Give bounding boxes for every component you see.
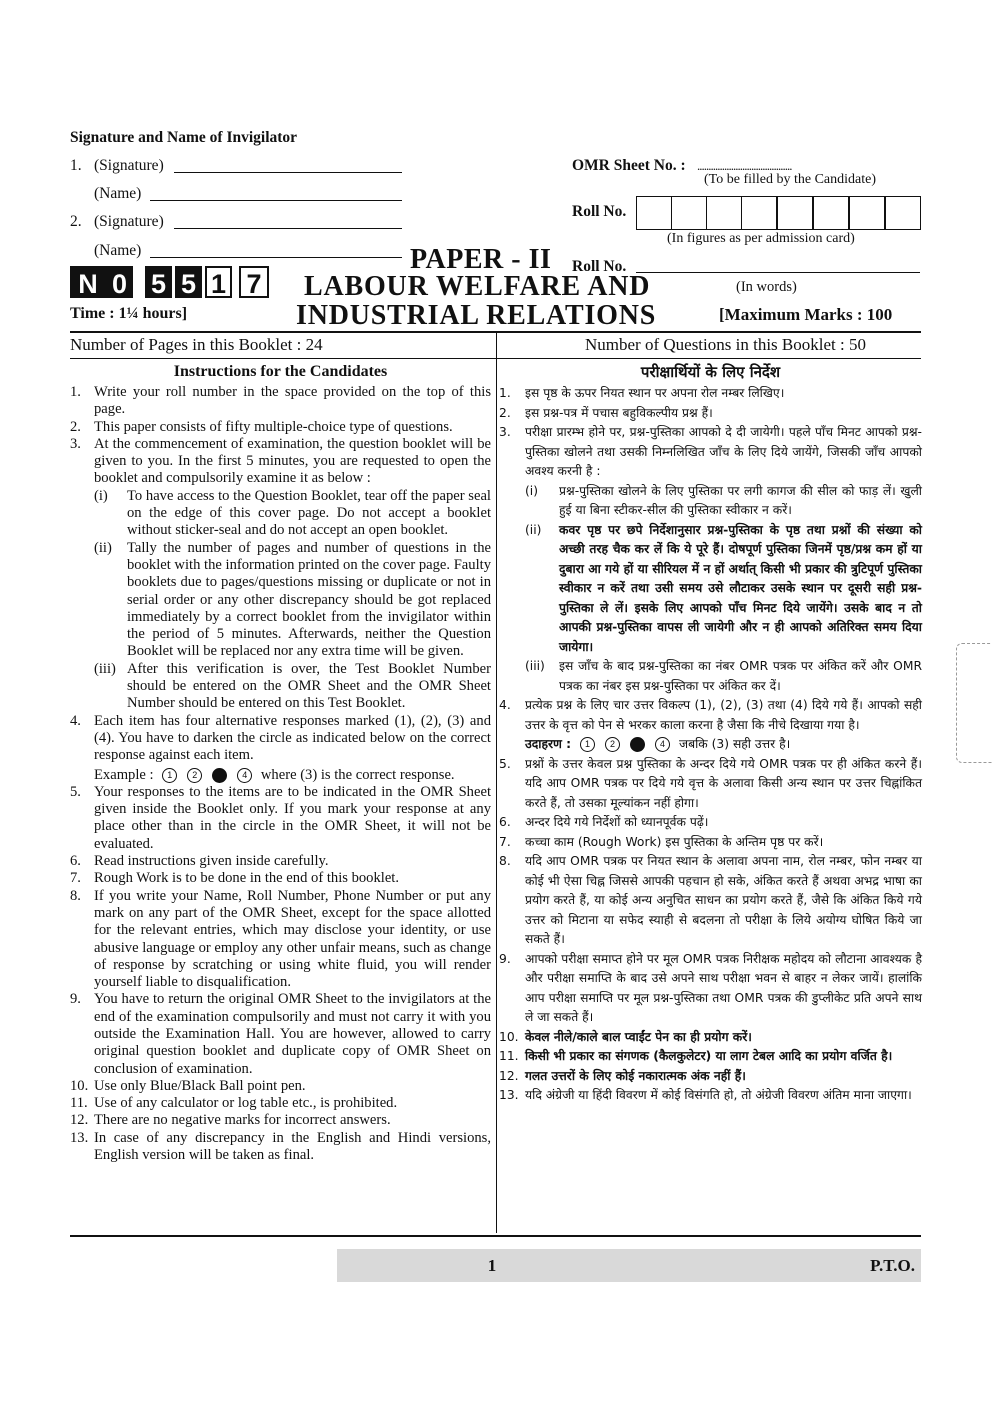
option-circle-filled-icon [212, 768, 227, 783]
instruction-item [499, 813, 922, 833]
option-circle-2-icon: 2 [605, 737, 620, 752]
roll-words-note: (In words) [736, 279, 797, 295]
roll-number-label: Roll No. [572, 203, 627, 220]
subitem-number: (ii) [525, 522, 542, 537]
instruction-item [70, 888, 491, 992]
instruction-subitem [525, 521, 922, 658]
item-number: 12. [499, 1068, 519, 1083]
instruction-text: Read instructions given inside carefully. [94, 853, 329, 870]
paper-title-line1: LABOUR WELFARE AND [304, 271, 651, 302]
instruction-text: यदि आप OMR पत्रक पर नियत स्थान के अलावा अपना नाम, रोल नम्बर, फोन नम्बर या कोई भी ऐसा चिह्न जिससे आपकी पहचान हो सके, अंकित करते हैं अथवा अभद्र भाषा का प्रयोग करते हैं, या कोई अन्य अनुचित साधन का प्रयोग करते हैं, जैसे कि अंकित किये गये उत्तर को मिटाना या सफेद स्याही से बदलना तो परीक्षा के लिये अयोग्य घोषित किये जा सकते हैं। [525, 854, 922, 946]
instruction-item [499, 833, 922, 853]
instruction-text: To have access to the Question Booklet, tear off the paper seal on the edge of this cover page. Do not accept a booklet without sticker-seal and do not accept an open booklet. [127, 487, 491, 539]
hindi-instructions [499, 362, 922, 1106]
item-number: 10. [499, 1029, 519, 1044]
item-number: 11. [70, 1095, 88, 1112]
example-note: where (3) is the correct response. [260, 766, 455, 783]
invigilator-1-signature-line[interactable] [174, 172, 402, 173]
page-number: 1 [487, 1256, 497, 1275]
example-line [499, 735, 922, 755]
item-number: 4. [70, 712, 81, 729]
instruction-text: किसी भी प्रकार का संगणक (कैलकुलेटर) या लाग टेबल आदि का प्रयोग वर्जित है। [525, 1049, 893, 1063]
instruction-item [70, 784, 491, 853]
instruction-item [70, 1078, 491, 1095]
instruction-text: At the commencement of examination, the question booklet will be given to you. In the first 5 minutes, you are requested to open the booklet and compulsorily examine it as below : [94, 435, 491, 487]
instruction-text: अन्दर दिये गये निर्देशों को ध्यानपूर्वक पढ़ें। [525, 815, 709, 829]
paper-code-char: N [70, 266, 106, 298]
roll-figures-note: (In figures as per admission card) [667, 231, 855, 246]
roll-digit-box[interactable] [741, 196, 777, 230]
maximum-marks: [Maximum Marks : 100 [719, 305, 893, 324]
roll-digit-box[interactable] [885, 196, 921, 230]
instruction-item [499, 423, 922, 482]
english-instructions-heading: Instructions for the Candidates [173, 363, 388, 380]
footer-band [337, 1249, 921, 1282]
item-number: 13. [499, 1088, 519, 1102]
item-number: 8. [499, 854, 511, 868]
instruction-item [70, 419, 491, 436]
instruction-text: गलत उत्तरों के लिए कोई नकारात्मक अंक नहीं हैं। [525, 1068, 746, 1083]
instruction-item [499, 755, 922, 814]
invigilator-2-name-line[interactable] [150, 257, 402, 258]
subitem-number: (iii) [525, 659, 545, 673]
instruction-text: Use only Blue/Black Ball point pen. [94, 1077, 306, 1094]
invigilator-2-signature-line[interactable] [174, 228, 402, 229]
scan-edge-mark [956, 643, 992, 763]
roll-digit-box[interactable] [777, 196, 813, 230]
invigilator-1-name-line[interactable] [150, 200, 402, 201]
paper-code-char: 0 [106, 266, 133, 298]
instruction-text: Your responses to the items are to be indicated in the OMR Sheet given inside the Booklet only. If you mark your response at any place other than in the circle in the OMR Sheet, it will not be evaluated. [94, 783, 491, 852]
item-number: 7. [499, 834, 511, 849]
instruction-item [70, 713, 491, 765]
footer-rule [70, 1235, 921, 1237]
invigilator-1-signature-label: (Signature) [94, 157, 164, 174]
roll-digit-box[interactable] [671, 196, 707, 230]
instruction-subitem [525, 657, 922, 696]
item-number: 5. [70, 783, 81, 800]
instruction-text: प्रत्येक प्रश्न के लिए चार उत्तर विकल्प (1), (2), (3) तथा (4) दिये गये हैं। आपको सही उत्तर के वृत्त को पेन से भरकर काला करना है जैसा कि नीचे दिखाया गया है। [525, 698, 922, 732]
item-number: 9. [70, 991, 81, 1008]
instruction-text: After this verification is over, the Test Booklet Number should be entered on the OMR Sheet and the OMR Sheet Number should be entered on this Test Booklet. [127, 660, 491, 712]
paper-number: PAPER - II [410, 244, 552, 275]
invigilator-2-number: 2. [70, 213, 82, 230]
option-circle-2-icon: 2 [187, 768, 202, 783]
paper-code-char: 1 [205, 266, 232, 298]
instruction-subitem [94, 488, 491, 540]
item-number: 5. [499, 756, 511, 771]
subitem-number: (i) [525, 483, 539, 498]
instruction-item [499, 950, 922, 1028]
instruction-text: परीक्षा प्रारम्भ होने पर, प्रश्न-पुस्तिका आपको दे दी जायेगी। पहले पाँच मिनट आपको प्रश्न-पुस्तिका खोलने तथा उसकी निम्नलिखित जाँच के लिए दिये जायेंगे, जिसकी जाँच आपको अवश्य करनी है : [525, 425, 922, 478]
instruction-item [70, 436, 491, 488]
item-number: 10. [70, 1077, 89, 1094]
instruction-subitem [525, 482, 922, 521]
item-number: 9. [499, 951, 511, 966]
instruction-text: केवल नीले/काले बाल प्वाईंट पेन का ही प्रयोग करें। [525, 1029, 752, 1044]
instruction-item [499, 1067, 922, 1087]
instruction-text: This paper consists of fifty multiple-choice type of questions. [94, 418, 453, 435]
item-number: 1. [499, 386, 511, 400]
item-number: 6. [70, 853, 81, 870]
instruction-item [499, 696, 922, 735]
instruction-text: कवर पृष्ठ पर छपे निर्देशानुसार प्रश्न-पुस्तिका के पृष्ठ तथा प्रश्नों की संख्या को अच्छी तरह चैक कर लें कि ये पूरे हैं। दोषपूर्ण पुस्तिका जिनमें पृष्ठ/प्रश्न कम हों या दुबारा आ गये हों या सीरियल में न हों अर्थात् किसी भी प्रकार की त्रुटिपूर्ण पुस्तिका स्वीकार न करें तथा उसी समय उसे लौटाकर उसके स्थान पर दूसरी सही प्रश्न-पुस्तिका ले लें। इसके लिए आपको पाँच मिनट दिये जायेंगे। उसके बाद न तो आपकी प्रश्न-पुस्तिका वापस ली जायेगी और न ही आपको अतिरिक्त समय दिया जायेगा। [559, 522, 922, 654]
item-number: 3. [499, 425, 511, 439]
item-number: 12. [70, 1112, 89, 1129]
invigilator-1-number: 1. [70, 157, 82, 174]
instruction-text: Each item has four alternative responses marked (1), (2), (3) and (4). You have to darken the circle as indicated below on the correct response against each item. [94, 712, 491, 764]
instruction-text: इस जाँच के बाद प्रश्न-पुस्तिका का नंबर OMR पत्रक पर अंकित करें और OMR पत्रक का नंबर इस प्रश्न-पुस्तिका पर अंकित कर दें। [559, 659, 922, 693]
invigilator-2-name-label: (Name) [94, 242, 142, 259]
instruction-item [70, 384, 491, 419]
instruction-text: Write your roll number in the space provided on the top of this page. [94, 384, 491, 418]
option-circle-1-icon: 1 [162, 768, 177, 783]
roll-digit-box[interactable] [636, 196, 672, 230]
omr-sheet-dots[interactable]: .......................................... [697, 158, 792, 173]
instruction-text: प्रश्न-पुस्तिका खोलने के लिए पुस्तिका पर लगी कागज की सील को फाड़ लें। खुली हुई या बिना स्टीकर-सील की पुस्तिका स्वीकार न करें। [559, 483, 922, 517]
option-circle-4-icon: 4 [237, 768, 252, 783]
option-circle-4-icon: 4 [655, 737, 670, 752]
roll-words-line[interactable] [636, 272, 920, 273]
omr-sheet-label: OMR Sheet No. : [572, 157, 686, 174]
instruction-text: प्रश्नों के उत्तर केवल प्रश्न पुस्तिका के अन्दर दिये गये OMR पत्रक पर ही अंकित करने हैं। यदि आप OMR पत्रक पर दिये गये वृत्त के अलावा किसी अन्य स्थान पर उत्तर चिह्नांकित करते हैं, तो उसका मूल्यांकन नहीं होगा। [525, 756, 922, 810]
item-number: 4. [499, 698, 511, 712]
option-circle-filled-icon [630, 737, 645, 752]
invigilator-1-name-label: (Name) [94, 185, 142, 202]
item-number: 7. [70, 870, 81, 887]
time-allowed: Time : 1¼ hours] [70, 305, 188, 322]
instruction-item [499, 1047, 922, 1067]
example-label: Example : [94, 766, 154, 783]
roll-digit-box[interactable] [813, 196, 849, 230]
paper-code-char: 7 [239, 266, 269, 298]
instruction-text: Use of any calculator or log table etc., is prohibited. [94, 1095, 398, 1112]
questions-count: Number of Questions in this Booklet : 50 [585, 335, 866, 354]
option-circle-1-icon: 1 [580, 737, 595, 752]
instruction-text: आपको परीक्षा समाप्त होने पर मूल OMR पत्रक निरीक्षक महोदय को लौटाना आवश्यक है और परीक्षा समाप्ति के बाद उसे अपने साथ परीक्षा भवन से बाहर न लेकर जायें। हालांकि आप परीक्षा समाप्ति पर मूल प्रश्न-पुस्तिका तथा OMR पत्रक की डुप्लीकेट प्रति अपने साथ ले जा सकते हैं। [525, 951, 922, 1024]
paper-title-line2: INDUSTRIAL RELATIONS [296, 300, 657, 331]
item-number: 13. [70, 1129, 89, 1146]
item-number: 2. [70, 418, 81, 435]
instruction-text: In case of any discrepancy in the English and Hindi versions, English version will be taken as final. [94, 1129, 491, 1164]
instruction-item [70, 1095, 491, 1112]
item-number: 1. [70, 384, 81, 400]
item-number: 8. [70, 887, 81, 904]
hindi-instructions-heading: परीक्षार्थियों के लिए निर्देश [640, 363, 781, 381]
instruction-item [70, 1112, 491, 1129]
invigilator-2-signature-label: (Signature) [94, 213, 164, 230]
english-instructions [70, 362, 491, 1164]
instruction-text: इस पृष्ठ के ऊपर नियत स्थान पर अपना रोल नम्बर लिखिए। [525, 386, 785, 400]
instruction-item [499, 384, 922, 404]
paper-code-char: 5 [175, 266, 202, 298]
item-number: 3. [70, 435, 81, 452]
subitem-number: (ii) [94, 539, 112, 556]
instruction-subitem [94, 661, 491, 713]
column-divider [496, 333, 497, 1233]
example-note: जबकि (3) सही उत्तर है। [678, 737, 791, 751]
instruction-item [70, 1130, 491, 1165]
invigilator-heading: Signature and Name of Invigilator [70, 129, 298, 146]
example-line [70, 767, 491, 784]
instruction-item [499, 1086, 922, 1106]
instruction-text: कच्चा काम (Rough Work) इस पुस्तिका के अन्तिम पृष्ठ पर करें। [525, 834, 824, 849]
subheader-rule [70, 358, 921, 359]
instruction-text: यदि अंग्रेजी या हिंदी विवरण में कोई विसंगति हो, तो अंग्रेजी विवरण अंतिम माना जाएगा। [525, 1088, 912, 1102]
item-number: 6. [499, 815, 511, 829]
instruction-item [70, 870, 491, 887]
instruction-item [499, 404, 922, 424]
instruction-item [499, 852, 922, 950]
item-number: 11. [499, 1049, 519, 1063]
roll-digit-box[interactable] [849, 196, 885, 230]
pages-count: Number of Pages in this Booklet : 24 [70, 335, 323, 354]
instruction-item [499, 1028, 922, 1048]
roll-digit-box[interactable] [706, 196, 742, 230]
instruction-text: You have to return the original OMR Sheet to the invigilators at the end of the examination compulsorily and must not carry it with you outside the Examination Hall. You are however, allowed to carry original question booklet and duplicate copy of OMR Sheet on conclusion of examination. [94, 991, 491, 1077]
example-label: उदाहरण : [525, 737, 572, 751]
subitem-number: (iii) [94, 660, 116, 677]
please-turn-over: P.T.O. [870, 1256, 915, 1275]
instruction-text: There are no negative marks for incorrect answers. [94, 1112, 391, 1129]
roll-words-label: Roll No. [572, 258, 627, 275]
instruction-text: इस प्रश्न-पत्र में पचास बहुविकल्पीय प्रश्न हैं। [525, 405, 713, 420]
item-number: 2. [499, 405, 511, 420]
paper-code-char: 5 [145, 266, 172, 298]
omr-sheet-note: (To be filled by the Candidate) [704, 172, 877, 187]
instruction-item [70, 853, 491, 870]
instruction-text: Tally the number of pages and number of questions in the booklet with the information printed on the cover page. Faulty booklets due to pages/questions missing or duplicate or not in serial order or any other discrepancy should be got replaced immediately by a correct booklet from the invigilator within the period of 5 minutes. Afterwards, neither the Question Booklet will be replaced nor any extra time will be given. [127, 539, 491, 660]
subitem-number: (i) [94, 487, 108, 504]
instruction-item [70, 991, 491, 1077]
instruction-subitem [94, 540, 491, 661]
instruction-text: Rough Work is to be done in the end of this booklet. [94, 870, 399, 887]
instruction-text: If you write your Name, Roll Number, Phone Number or put any mark on any part of the OMR Sheet, except for the space allotted for the relevant entries, which may disclose your identity, or use abusive language or employ any other unfair means, such as change of response by scratching or using white fluid, you will render yourself liable to disqualification. [94, 887, 491, 991]
